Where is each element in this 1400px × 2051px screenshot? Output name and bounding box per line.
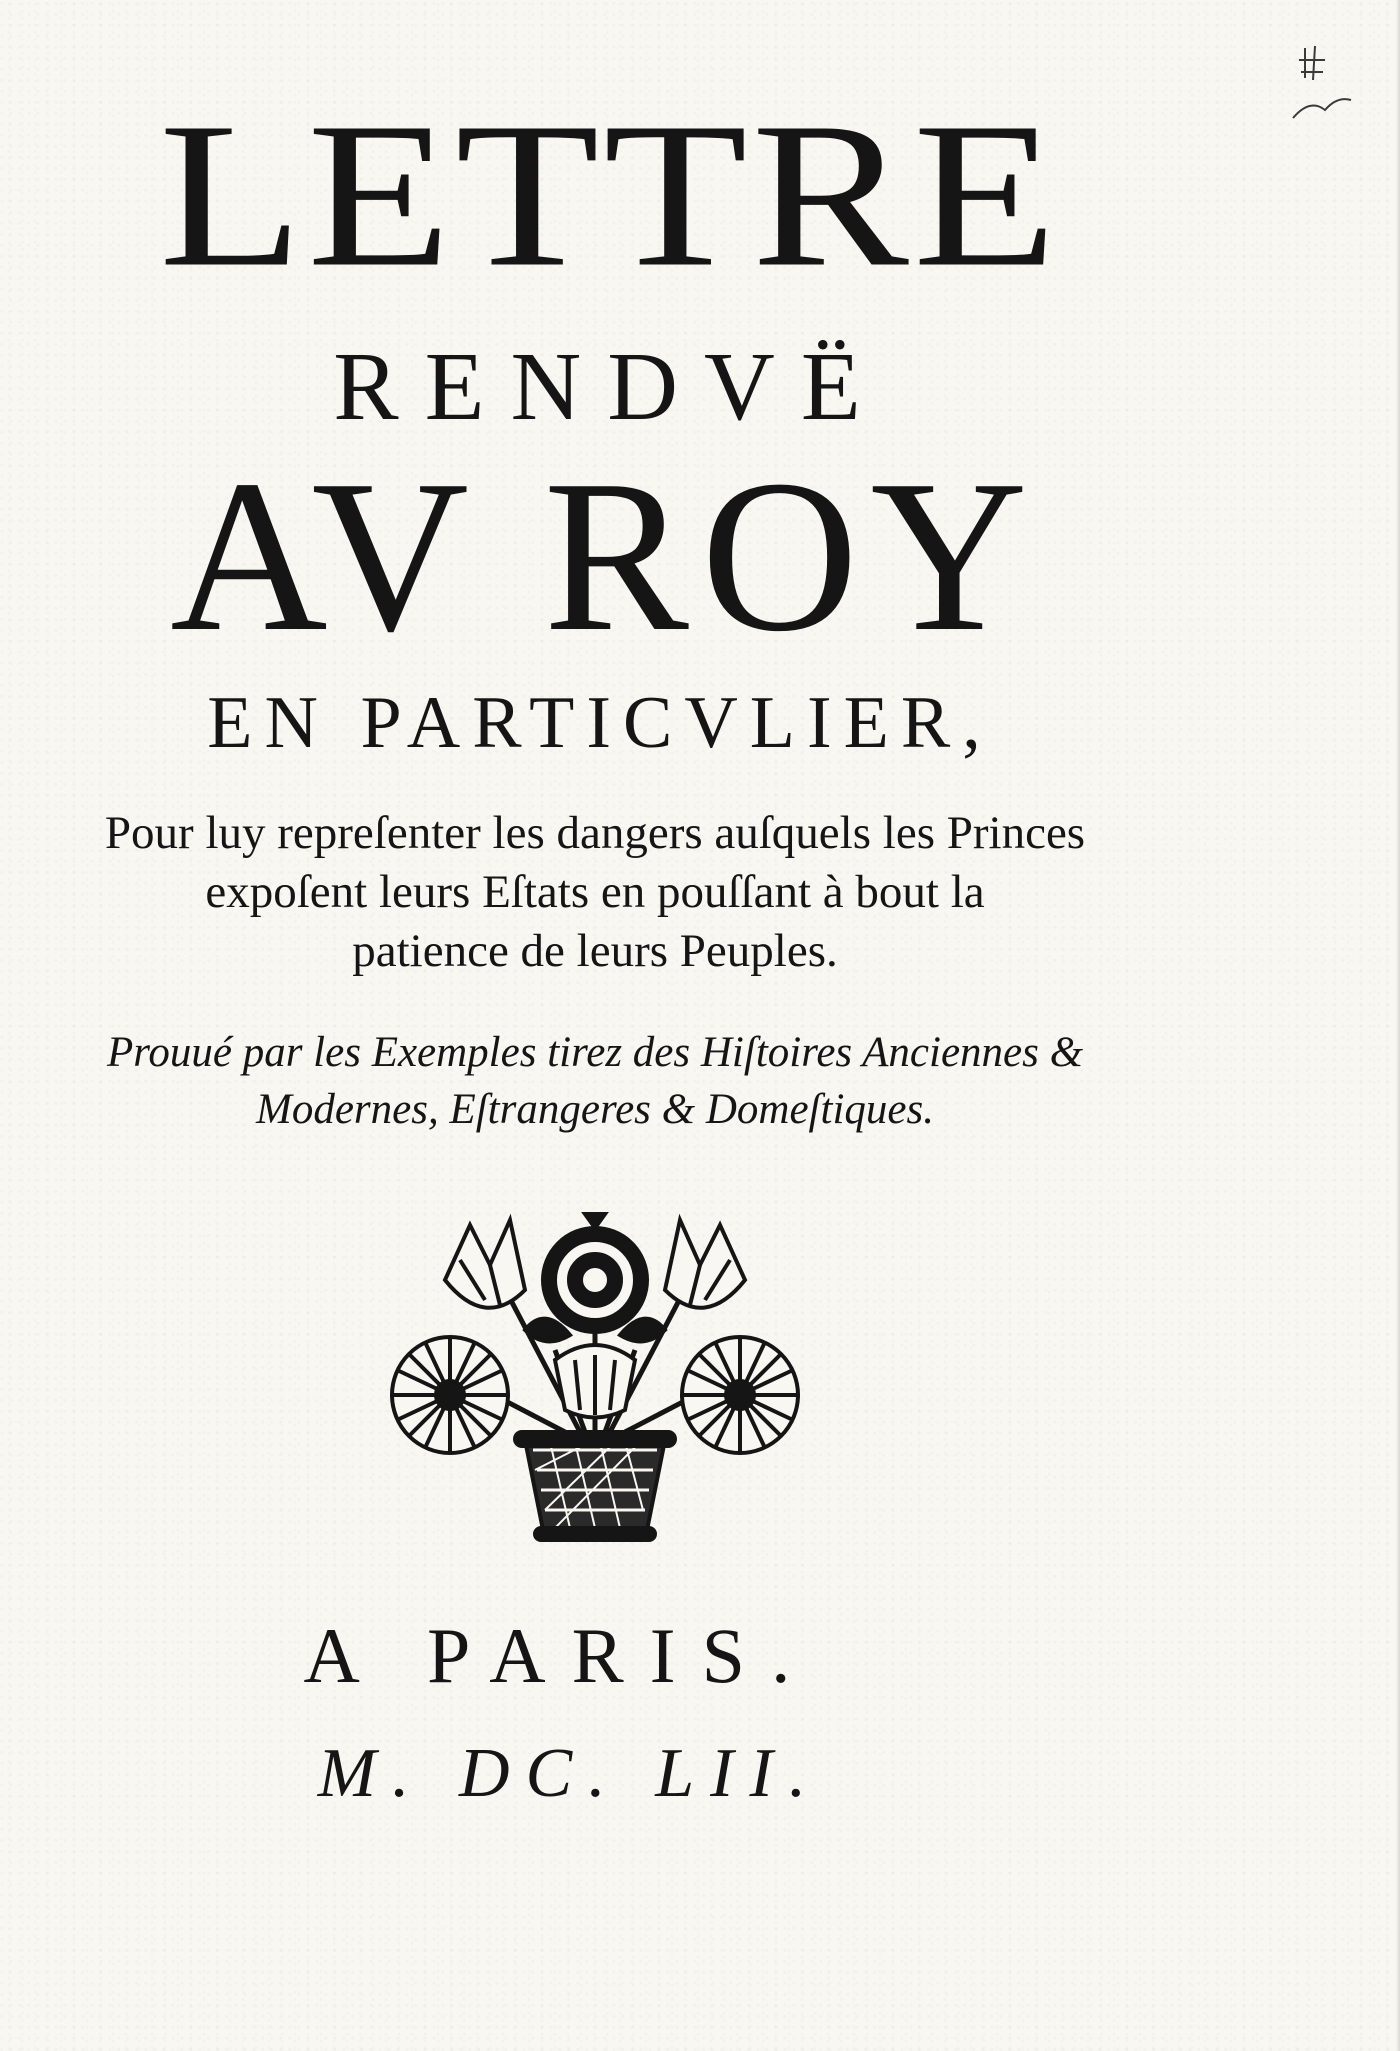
description-line-2: Modernes, Eſtrangeres & Domeſtiques. <box>256 1086 934 1133</box>
subtitle-line-1: Pour luy repreſenter les dangers auſquels les Princes <box>104 807 1086 859</box>
imprint-year: M. DC. LII. <box>317 1735 823 1812</box>
title-line-lettre: LETTRE <box>158 80 1062 311</box>
description-line-1: Prouué par les Exemples tirez des Hiſtoires Anciennes & <box>106 1029 1084 1076</box>
subtitle-line-2: expoſent leurs Eſtats en pouſſant à bout la <box>205 866 985 918</box>
flower-basket-icon <box>375 1210 815 1550</box>
title-line-en-particulier: EN PARTICVLIER, <box>207 682 993 764</box>
imprint-place: A PARIS. <box>303 1612 817 1699</box>
title-line-rendve: RENDVË <box>333 333 887 441</box>
library-stamp-icon <box>1285 38 1355 128</box>
subtitle-line-3: patience de leurs Peuples. <box>352 925 838 977</box>
title-line-au-roy: AV ROY <box>170 436 1040 677</box>
page-edge <box>1396 0 1400 2051</box>
